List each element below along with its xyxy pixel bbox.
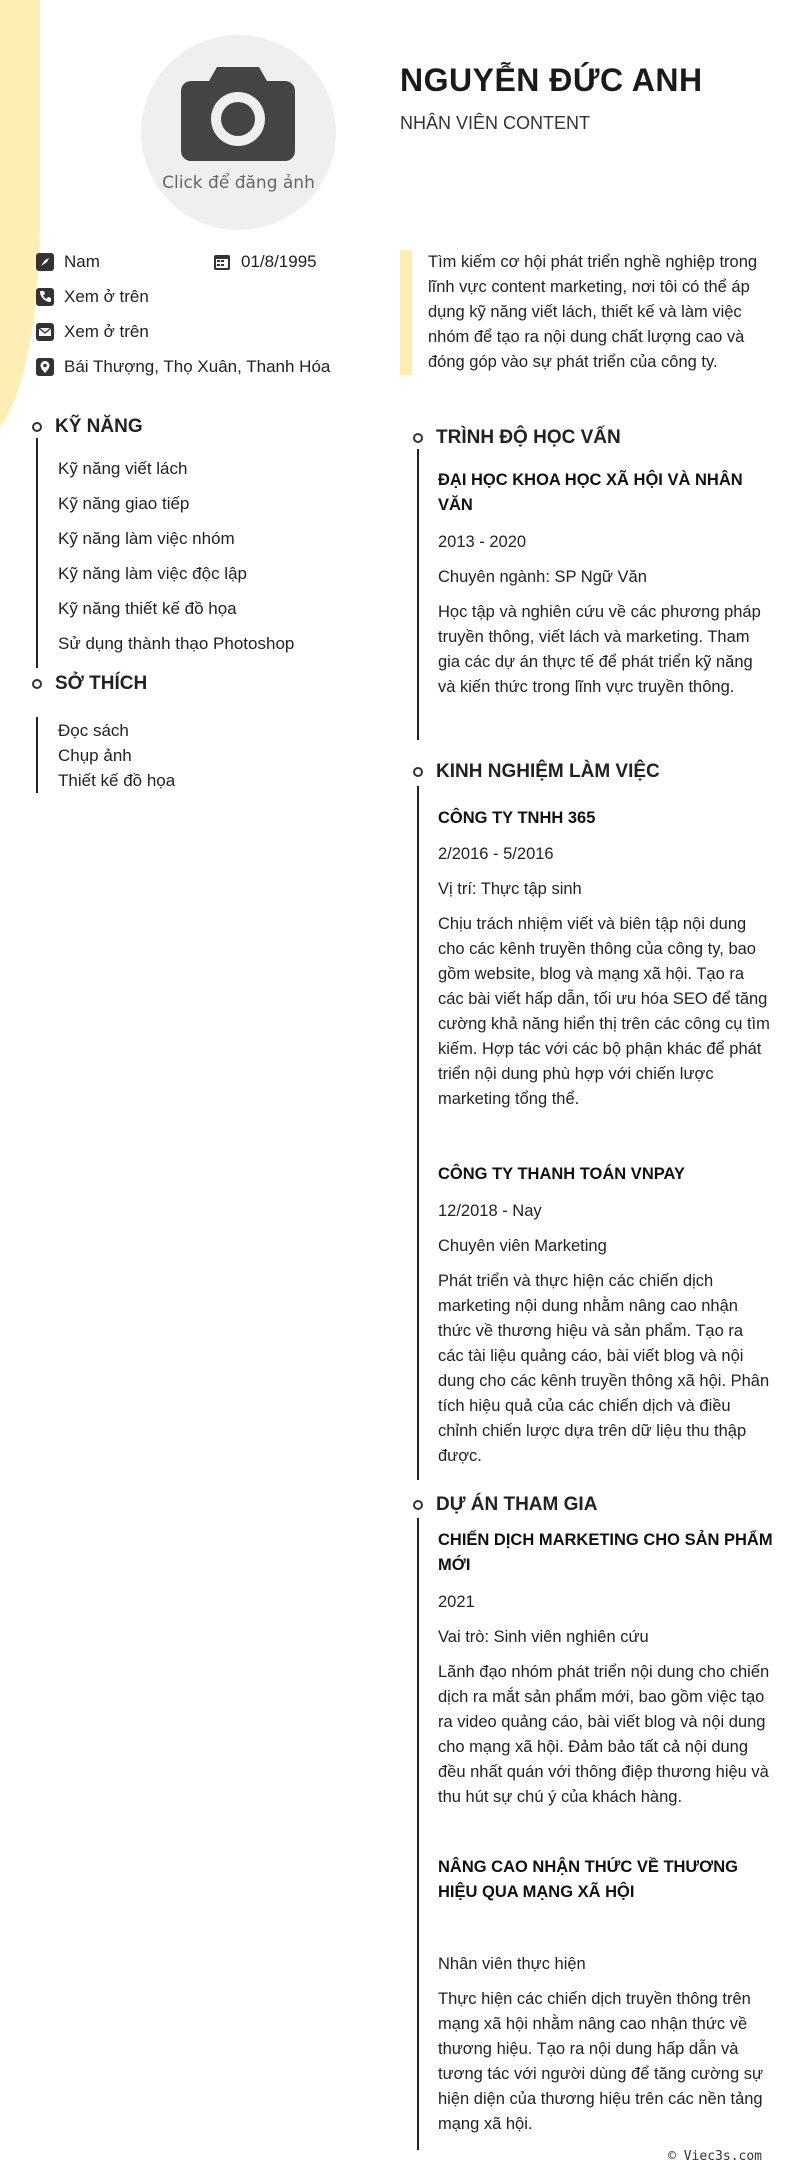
email-info <box>36 322 149 342</box>
project-description: Thực hiện các chiến dịch truyền thông trên mạng xã hội nhằm nâng cao nhận thức về thương hiệu. Tạo ra nội dung hấp dẫn và tương tác với người dùng để tăng cường sự hiện diện của thương hiệu trên các nền tảng mạng xã hội. <box>438 1990 764 2133</box>
education-heading-text: TRÌNH ĐỘ HỌC VẤN <box>436 427 621 448</box>
skill-item: Kỹ năng viết lách <box>58 459 188 478</box>
job-position: Vị trí: Thực tập sinh <box>438 880 582 898</box>
phone-icon <box>36 288 54 306</box>
education-major: Chuyên ngành: SP Ngữ Văn <box>438 568 647 586</box>
candidate-name: NGUYỄN ĐỨC ANH <box>400 62 703 98</box>
project-name: NÂNG CAO NHẬN THỨC VỀ THƯƠNG HIỆU QUA MẠNG XÃ HỘI <box>438 1858 738 1901</box>
job-period: 12/2018 - Nay <box>438 1202 542 1220</box>
section-dot-icon <box>413 433 423 443</box>
section-dot-icon <box>32 422 42 432</box>
gender-icon <box>36 253 54 271</box>
school-name: ĐẠI HỌC KHOA HỌC XÃ HỘI VÀ NHÂN VĂN <box>438 471 743 514</box>
section-dot-icon <box>413 767 423 777</box>
gender-info <box>36 252 100 272</box>
project-year: 2021 <box>438 1593 475 1611</box>
project-name: CHIẾN DỊCH MARKETING CHO SẢN PHẨM MỚI <box>438 1531 773 1574</box>
projects-timeline <box>417 1518 419 2150</box>
avatar-upload[interactable] <box>141 35 336 230</box>
hobbies-heading-text: SỞ THÍCH <box>55 673 148 694</box>
career-objective: Tìm kiếm cơ hội phát triển nghề nghiệp trong lĩnh vực content marketing, nơi tôi có thể áp dụng kỹ năng viết lách, thiết kế và làm việc nhóm để tạo ra nội dung chất lượng cao và đóng góp vào sự phát triển của công ty. <box>400 250 775 375</box>
education-timeline <box>417 449 419 740</box>
skill-item: Kỹ năng làm việc độc lập <box>58 564 247 583</box>
email-icon <box>36 323 54 341</box>
hobby-item: Đọc sách <box>58 721 129 740</box>
phone-info <box>36 287 149 307</box>
skill-item: Kỹ năng thiết kế đồ họa <box>58 599 237 618</box>
skill-item: Kỹ năng làm việc nhóm <box>58 529 235 548</box>
section-dot-icon <box>413 1500 423 1510</box>
job-period: 2/2016 - 5/2016 <box>438 845 554 863</box>
dob-info <box>213 252 317 272</box>
experience-heading <box>413 761 660 783</box>
phone-value: Xem ở trên <box>64 287 149 306</box>
experience-timeline <box>417 786 419 1480</box>
copyright-text: © Viec3s.com <box>668 2149 762 2164</box>
skills-timeline <box>36 438 38 668</box>
skill-item: Sử dụng thành thạo Photoshop <box>58 634 295 653</box>
location-pin-icon <box>36 358 54 376</box>
hobby-item: Thiết kế đồ họa <box>58 771 176 790</box>
hobbies-heading <box>32 673 147 695</box>
skill-item: Kỹ năng giao tiếp <box>58 494 190 513</box>
job-description: Chịu trách nhiệm viết và biên tập nội dung cho các kênh truyền thông của công ty, bao gồm website, blog và mạng xã hội. Tạo ra các bài viết hấp dẫn, tối ưu hóa SEO để tăng cường khả năng hiển thị trên các công cụ tìm kiếm. Hợp tác với các bộ phận khác để phát triển nội dung phù hợp với chiến lược marketing tổng thể. <box>438 915 770 1108</box>
projects-heading-text: DỰ ÁN THAM GIA <box>436 1494 598 1515</box>
gender-value: Nam <box>64 252 100 271</box>
email-value: Xem ở trên <box>64 322 149 341</box>
job-company: CÔNG TY THANH TOÁN VNPAY <box>438 1165 685 1183</box>
projects-heading <box>413 1494 597 1516</box>
skills-heading-text: KỸ NĂNG <box>55 416 143 437</box>
camera-icon <box>179 63 297 163</box>
project-role: Nhân viên thực hiện <box>438 1955 586 1973</box>
job-description: Phát triển và thực hiện các chiến dịch marketing nội dung nhằm nâng cao nhận thức về thương hiệu và sản phẩm. Tạo ra các tài liệu quảng cáo, bài viết blog và nội dung cho các kênh truyền thông xã hội. Phân tích hiệu quả của các chiến dịch và điều chỉnh chiến lược dựa trên dữ liệu thu thập được. <box>438 1272 770 1465</box>
address-info <box>36 357 330 377</box>
photo-caption: Click để đăng ảnh <box>162 173 315 193</box>
education-description: Học tập và nghiên cứu về các phương pháp truyền thông, viết lách và marketing. Tham gia các dự án thực tế để phát triển kỹ năng và kiến thức trong lĩnh vực truyền thông. <box>438 603 761 696</box>
job-title: NHÂN VIÊN CONTENT <box>400 113 591 133</box>
education-period: 2013 - 2020 <box>438 533 527 551</box>
experience-heading-text: KINH NGHIỆM LÀM VIỆC <box>436 761 660 782</box>
project-role: Vai trò: Sinh viên nghiên cứu <box>438 1628 649 1646</box>
address-value: Bái Thượng, Thọ Xuân, Thanh Hóa <box>64 357 331 376</box>
education-heading <box>413 427 621 449</box>
skills-heading <box>32 416 143 438</box>
job-company: CÔNG TY TNHH 365 <box>438 809 596 827</box>
dob-value: 01/8/1995 <box>241 252 317 271</box>
decorative-arc <box>0 0 40 440</box>
hobbies-timeline <box>36 717 38 793</box>
calendar-icon <box>213 253 231 271</box>
project-description: Lãnh đạo nhóm phát triển nội dung cho chiến dịch ra mắt sản phẩm mới, bao gồm việc tạo ra video quảng cáo, bài viết blog và nội dung cho mạng xã hội. Đảm bảo tất cả nội dung đều nhất quán với thông điệp thương hiệu và thu hút sự chú ý của khách hàng. <box>438 1663 770 1806</box>
section-dot-icon <box>32 679 42 689</box>
hobby-item: Chụp ảnh <box>58 746 132 765</box>
job-position: Chuyên viên Marketing <box>438 1237 607 1255</box>
